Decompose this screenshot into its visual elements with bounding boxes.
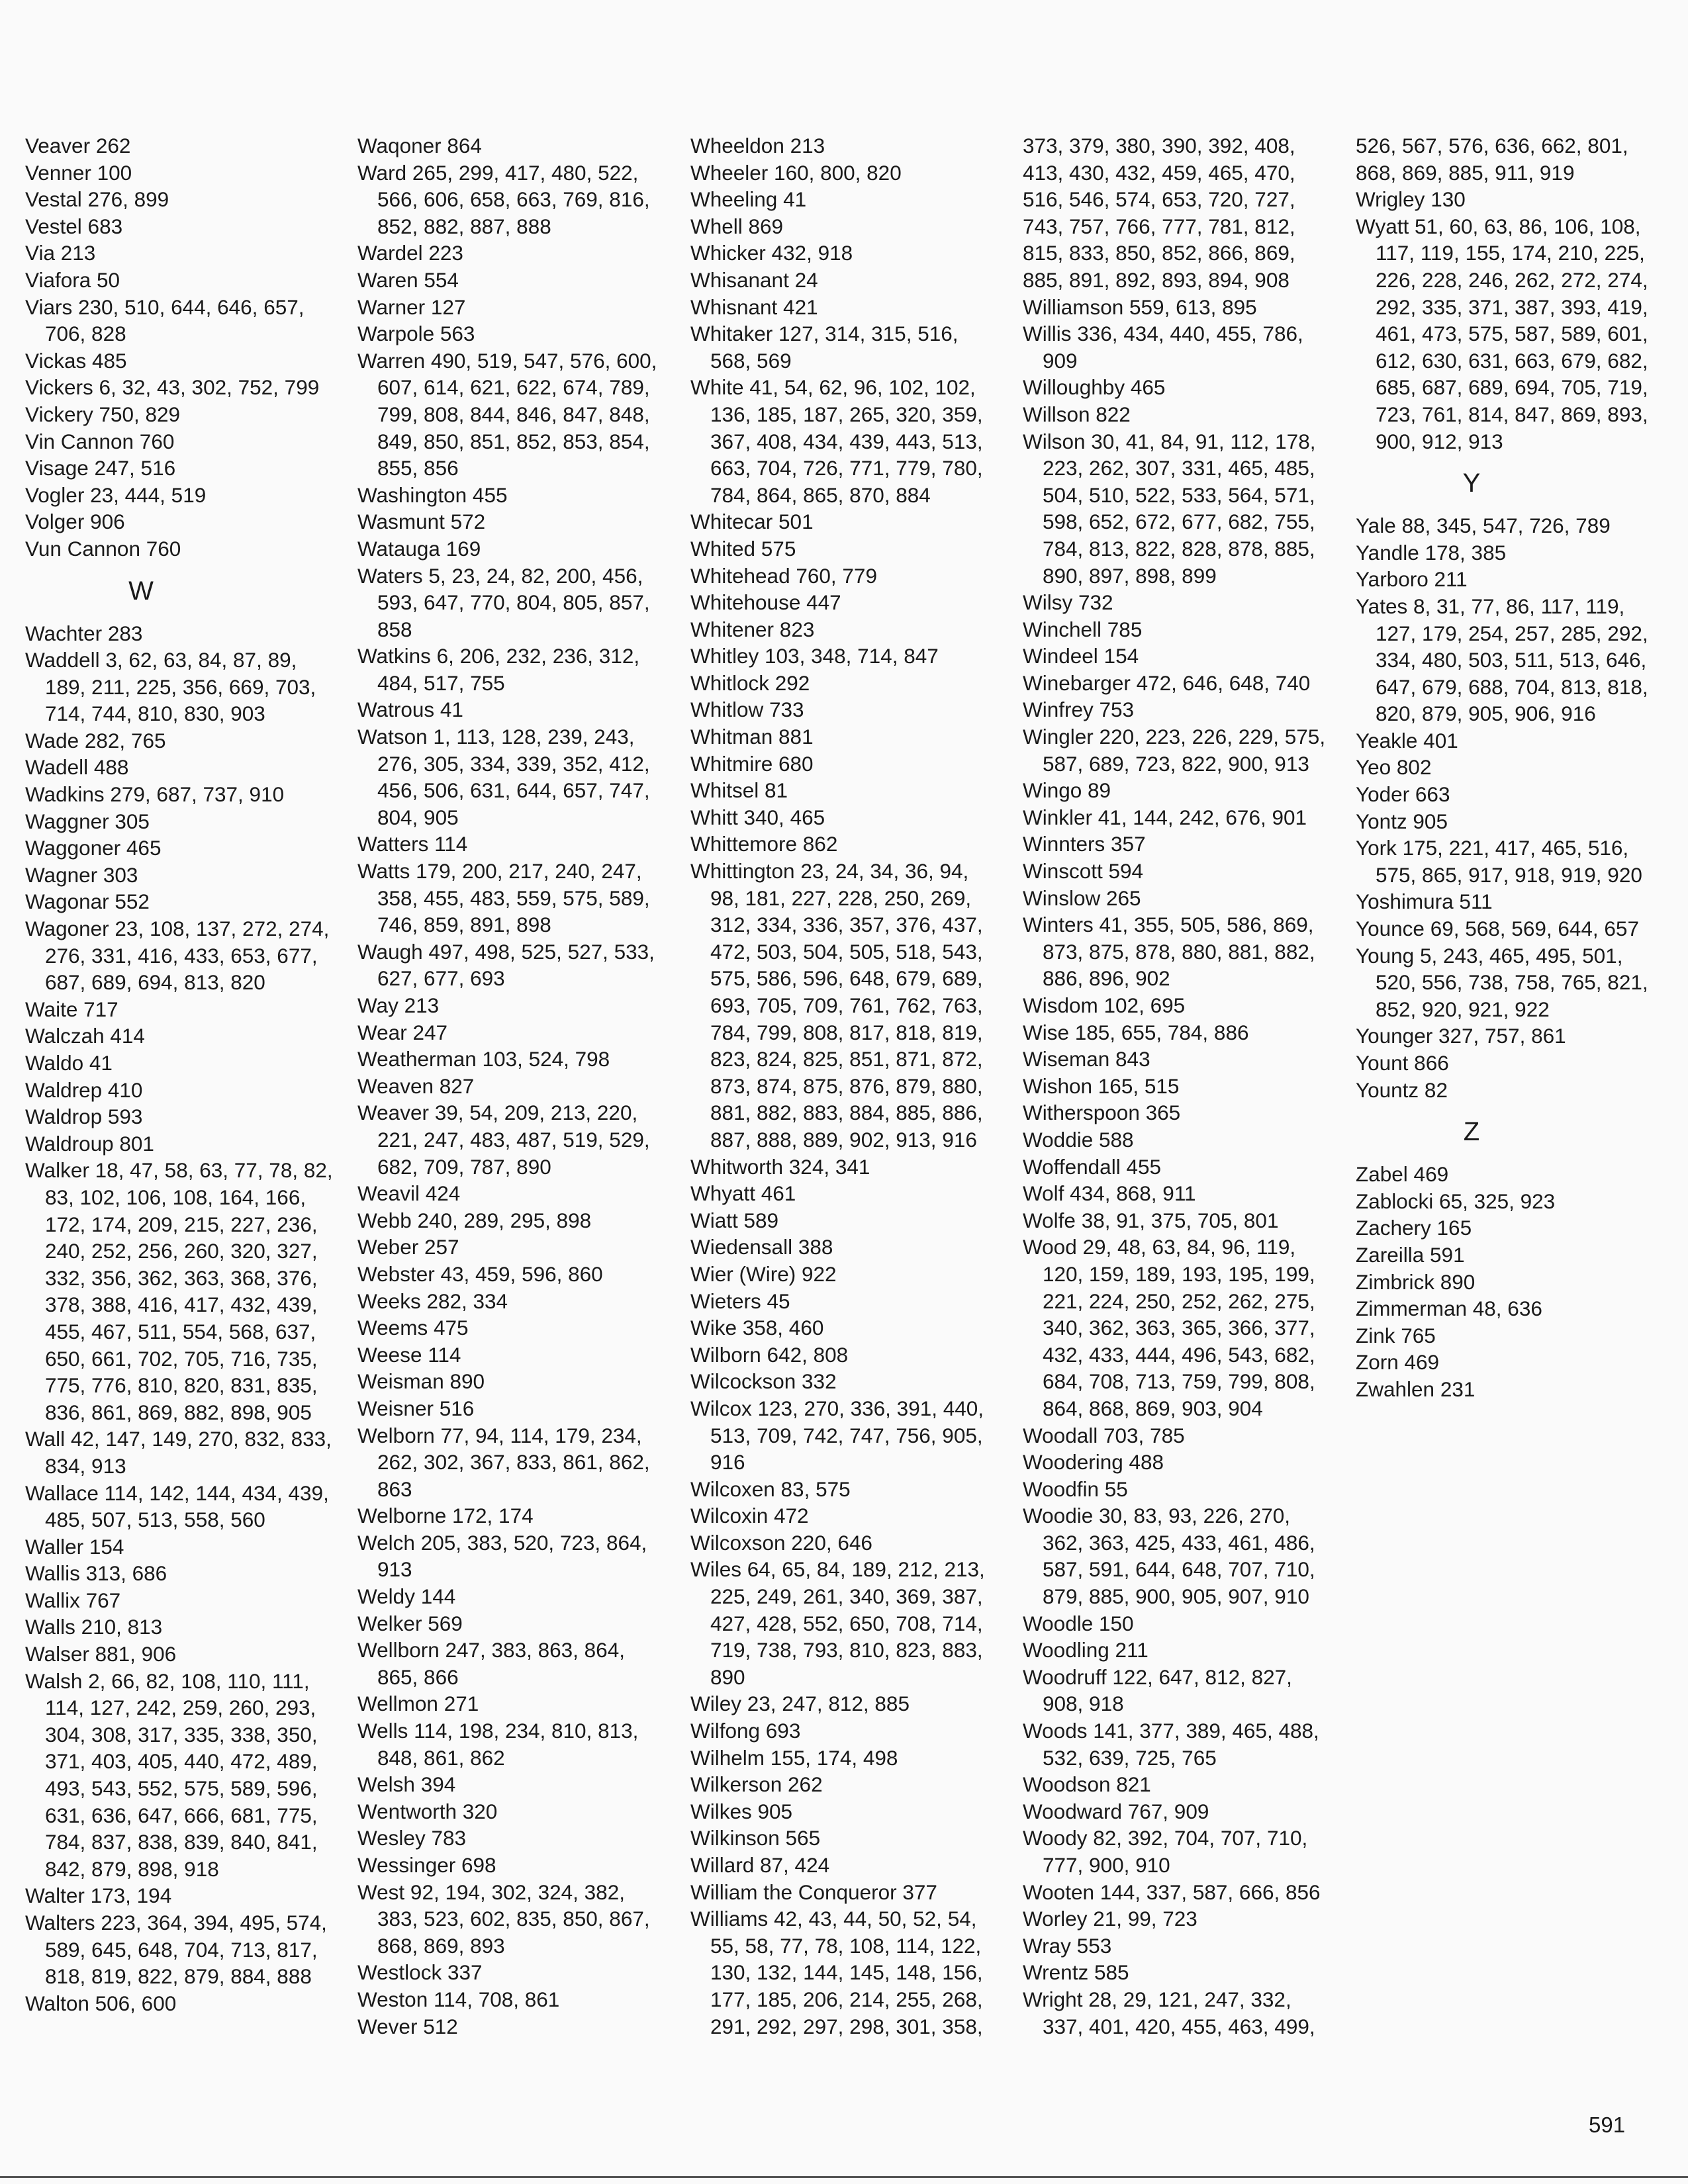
index-entry: Weber 257 — [357, 1235, 459, 1259]
index-entry: Yontz 905 — [1356, 809, 1448, 833]
index-entry: Winebarger 472, 646, 648, 740 — [1023, 670, 1311, 695]
index-entry: Wilcoxen 83, 575 — [690, 1477, 851, 1501]
index-entry: Woodson 821 — [1023, 1772, 1151, 1797]
index-column-5 — [1356, 132, 1667, 1403]
index-entry: Watrous 41 — [357, 698, 463, 722]
index-entry: Wilsy 732 — [1023, 590, 1113, 615]
index-entry: Wilcoxin 472 — [690, 1504, 809, 1528]
index-entry: Weaven 827 — [357, 1073, 475, 1098]
index-column-3 — [690, 132, 1002, 2040]
index-entry: Wheeler 160, 800, 820 — [690, 160, 902, 185]
index-entry: Wilkes 905 — [690, 1799, 793, 1823]
index-entry: Wishon 165, 515 — [1023, 1073, 1180, 1098]
index-entry: Wasmunt 572 — [357, 510, 486, 534]
index-entry: Wolf 434, 868, 911 — [1023, 1181, 1196, 1206]
index-entry: Whitt 340, 465 — [690, 805, 825, 829]
index-entry: Waters 5, 23, 24, 82, 200, 456, 593, 647, 770, 804, 805, 857, 858 — [357, 563, 650, 641]
index-entry: Wilfong 693 — [690, 1719, 801, 1743]
index-entry: Waugh 497, 498, 525, 527, 533, 627, 677, 693 — [357, 939, 655, 991]
index-entry: Warner 127 — [357, 295, 466, 319]
index-entry: Wentworth 320 — [357, 1799, 498, 1823]
index-entry: Vickers 6, 32, 43, 302, 752, 799 — [25, 375, 320, 400]
index-entry: York 175, 221, 417, 465, 516, 575, 865, 917, 918, 919, 920 — [1356, 836, 1642, 887]
index-entry: Wheeling 41 — [690, 187, 807, 212]
index-entry: Yoder 663 — [1356, 782, 1450, 807]
index-entry: Via 213 — [25, 241, 96, 265]
index-entry: Webb 240, 289, 295, 898 — [357, 1208, 592, 1232]
index-entry: Viafora 50 — [25, 267, 120, 292]
index-entry: West 92, 194, 302, 324, 382, 383, 523, 602, 835, 850, 867, 868, 869, 893 — [357, 1880, 650, 1958]
index-entry: Winchell 785 — [1023, 617, 1143, 641]
index-entry: Weavil 424 — [357, 1181, 461, 1206]
index-entry: Wagoner 23, 108, 137, 272, 274, 276, 331, 416, 433, 653, 677, 687, 689, 694, 813, 820 — [25, 917, 330, 995]
index-entry: Zachery 165 — [1356, 1216, 1472, 1240]
index-entry: Watauga 169 — [357, 536, 481, 561]
index-entry: Weese 114 — [357, 1342, 461, 1367]
index-entry: Yale 88, 345, 547, 726, 789 — [1356, 514, 1611, 538]
index-entry: Viars 230, 510, 644, 646, 657, 706, 828 — [25, 295, 305, 346]
index-entry-continued: 516, 546, 574, 653, 720, 727, — [1023, 187, 1295, 212]
index-entry: Whitsel 81 — [690, 778, 788, 803]
index-entry: Wellborn 247, 383, 863, 864, 865, 866 — [357, 1638, 625, 1689]
index-entry: Vestal 276, 899 — [25, 187, 169, 212]
index-entry: Wever 512 — [357, 2014, 458, 2038]
index-entry: Zareilla 591 — [1356, 1242, 1465, 1267]
index-entry: Wilkerson 262 — [690, 1772, 823, 1797]
index-entry: Wiley 23, 247, 812, 885 — [690, 1692, 910, 1716]
index-entry: Wallix 767 — [25, 1588, 121, 1612]
index-entry: Waqoner 864 — [357, 134, 482, 158]
index-entry: Woddie 588 — [1023, 1127, 1134, 1152]
index-entry: Windeel 154 — [1023, 644, 1139, 668]
index-entry: Winters 41, 355, 505, 586, 869, 873, 875, 878, 880, 881, 882, 886, 896, 902 — [1023, 913, 1315, 991]
index-entry: Whitehouse 447 — [690, 590, 841, 615]
index-entry: Watkins 6, 206, 232, 236, 312, 484, 517, 755 — [357, 644, 640, 695]
index-entry: Witherspoon 365 — [1023, 1101, 1181, 1125]
index-entry: Yeo 802 — [1356, 755, 1432, 780]
index-entry: Wilcox 123, 270, 336, 391, 440, 513, 709, 742, 747, 756, 905, 916 — [690, 1396, 984, 1475]
index-entry: Whitworth 324, 341 — [690, 1154, 870, 1179]
index-entry: Vickas 485 — [25, 348, 127, 373]
index-entry: Wilhelm 155, 174, 498 — [690, 1745, 898, 1770]
index-entry: Wilson 30, 41, 84, 91, 112, 178, 223, 262, 307, 331, 465, 485, 504, 510, 522, 533, 564, 571, 598, 652, 672, 677, 682, 755, 784, 813, 822, 828, 878, 885, 890, 897, 898, 899 — [1023, 429, 1316, 588]
index-entry: Yoshimura 511 — [1356, 889, 1493, 914]
index-entry-continued: 885, 891, 892, 893, 894, 908 — [1023, 267, 1289, 292]
index-entry: Whitehead 760, 779 — [690, 563, 877, 588]
index-entry: Woodruff 122, 647, 812, 827, 908, 918 — [1023, 1664, 1292, 1716]
index-entry: Webster 43, 459, 596, 860 — [357, 1261, 603, 1286]
bottom-rule — [0, 2176, 1688, 2178]
index-entry: Younce 69, 568, 569, 644, 657 — [1356, 917, 1639, 941]
index-entry: Willoughby 465 — [1023, 375, 1166, 400]
index-entry: Whitman 881 — [690, 725, 814, 749]
index-entry: Vun Cannon 760 — [25, 536, 181, 561]
index-entry: Yountz 82 — [1356, 1077, 1448, 1102]
index-entry: Welsh 394 — [357, 1772, 456, 1797]
index-entry: Worley 21, 99, 723 — [1023, 1907, 1197, 1931]
index-entry: Ward 265, 299, 417, 480, 522, 566, 606, 658, 663, 769, 816, 852, 882, 887, 888 — [357, 160, 650, 238]
index-entry: Walczah 414 — [25, 1024, 145, 1048]
index-entry: Wrentz 585 — [1023, 1960, 1129, 1985]
index-entry: Woodward 767, 909 — [1023, 1799, 1209, 1823]
index-entry: Watters 114 — [357, 832, 468, 856]
section-letter: Z — [1463, 1117, 1480, 1147]
index-entry: Waddell 3, 62, 63, 84, 87, 89, 189, 211, 225, 356, 669, 703, 714, 744, 810, 830, 903 — [25, 648, 316, 726]
index-entry: Wallace 114, 142, 144, 434, 439, 485, 507, 513, 558, 560 — [25, 1480, 329, 1532]
index-entry: Weisner 516 — [357, 1396, 475, 1420]
index-entry: Wiseman 843 — [1023, 1047, 1150, 1071]
index-entry: Walter 173, 194 — [25, 1884, 172, 1908]
index-entry-continued: 413, 430, 432, 459, 465, 470, — [1023, 160, 1295, 185]
page-number: 591 — [1589, 2113, 1626, 2137]
index-entry: Walton 506, 600 — [25, 1991, 177, 2015]
index-entry: Walters 223, 364, 394, 495, 574, 589, 645, 648, 704, 713, 817, 818, 819, 822, 879, 884, 888 — [25, 1911, 327, 1989]
index-entry: Waggner 305 — [25, 809, 150, 833]
index-entry: Wade 282, 765 — [25, 728, 166, 752]
index-entry: Wagner 303 — [25, 862, 138, 887]
index-entry: Venner 100 — [25, 160, 132, 185]
index-column-1 — [25, 132, 336, 2017]
index-entry: Willis 336, 434, 440, 455, 786, 909 — [1023, 322, 1303, 373]
section-letter: Y — [1462, 469, 1481, 498]
index-entry: Whited 575 — [690, 536, 796, 561]
index-entry: Whitaker 127, 314, 315, 516, 568, 569 — [690, 322, 959, 373]
index-entry: Whitecar 501 — [690, 510, 814, 534]
index-entry-continued: 526, 567, 576, 636, 662, 801, — [1356, 134, 1628, 158]
index-entry: White 41, 54, 62, 96, 102, 102, 136, 185, 187, 265, 320, 359, 367, 408, 434, 439, 443, 513, 663, 704, 726, 771, 779, 780, 784, 864, 865, 870, 884 — [690, 375, 983, 507]
index-entry: Wiles 64, 65, 84, 189, 212, 213, 225, 249, 261, 340, 369, 387, 427, 428, 552, 650, 708, 714, 719, 738, 793, 810, 823, 883, 890 — [690, 1557, 985, 1689]
index-entry: Weldy 144 — [357, 1584, 456, 1609]
index-entry: Winkler 41, 144, 242, 676, 901 — [1023, 805, 1307, 829]
index-entry: Wadell 488 — [25, 755, 129, 780]
index-entry: Waldrep 410 — [25, 1077, 143, 1102]
index-column-4 — [1023, 132, 1334, 2040]
index-entry: Waldrop 593 — [25, 1105, 143, 1129]
index-entry: Wooten 144, 337, 587, 666, 856 — [1023, 1880, 1321, 1904]
index-entry: Waggoner 465 — [25, 836, 162, 860]
index-entry: Wallis 313, 686 — [25, 1561, 167, 1586]
index-entry: Visage 247, 516 — [25, 456, 176, 480]
index-entry: Zablocki 65, 325, 923 — [1356, 1189, 1556, 1213]
index-entry: Wingler 220, 223, 226, 229, 575, 587, 689, 723, 822, 900, 913 — [1023, 725, 1326, 776]
index-entry: Weeks 282, 334 — [357, 1289, 508, 1313]
index-entry-continued: 373, 379, 380, 390, 392, 408, — [1023, 134, 1295, 158]
index-entry: Watts 179, 200, 217, 240, 247, 358, 455, 483, 559, 575, 589, 746, 859, 891, 898 — [357, 859, 650, 937]
index-entry: Weatherman 103, 524, 798 — [357, 1047, 610, 1071]
index-entry: Warren 490, 519, 547, 576, 600, 607, 614, 621, 622, 674, 789, 799, 808, 844, 846, 847, 848, 849, 850, 851, 852, 853, 854, 855, 856 — [357, 348, 657, 480]
index-entry: Whitley 103, 348, 714, 847 — [690, 644, 939, 668]
index-entry: Wieters 45 — [690, 1289, 790, 1313]
index-entry: Vogler 23, 444, 519 — [25, 482, 207, 507]
index-entry: Whisanant 24 — [690, 267, 818, 292]
index-entry: Woodering 488 — [1023, 1450, 1164, 1475]
index-entry: Whisnant 421 — [690, 295, 818, 319]
index-entry: Westlock 337 — [357, 1960, 483, 1985]
index-entry-continued: 815, 833, 850, 852, 866, 869, — [1023, 241, 1295, 265]
index-entry: Wike 358, 460 — [690, 1316, 824, 1340]
index-entry: Welch 205, 383, 520, 723, 864, 913 — [357, 1530, 647, 1582]
index-entry: Winscott 594 — [1023, 859, 1144, 884]
index-entry: Waite 717 — [25, 997, 118, 1021]
index-entry: Weisman 890 — [357, 1369, 485, 1394]
index-entry: Wolfe 38, 91, 375, 705, 801 — [1023, 1208, 1279, 1232]
index-entry: Wilcoxson 220, 646 — [690, 1530, 872, 1555]
index-entry-continued: 743, 757, 766, 777, 781, 812, — [1023, 214, 1295, 238]
index-entry: Wadkins 279, 687, 737, 910 — [25, 782, 285, 807]
index-entry: Wilkinson 565 — [690, 1826, 821, 1850]
index-entry: Vickery 750, 829 — [25, 402, 181, 426]
index-entry: Weems 475 — [357, 1316, 469, 1340]
index-entry: Wachter 283 — [25, 621, 143, 645]
index-entry: Waldo 41 — [25, 1051, 113, 1075]
index-entry: Way 213 — [357, 993, 440, 1017]
index-entry: Wright 28, 29, 121, 247, 332, 337, 401, 420, 455, 463, 499, — [1023, 1987, 1315, 2038]
index-entry: Wall 42, 147, 149, 270, 832, 833, 834, 913 — [25, 1427, 332, 1478]
index-entry: Wray 553 — [1023, 1933, 1112, 1958]
index-entry: Walls 210, 813 — [25, 1615, 163, 1639]
index-entry: Younger 327, 757, 861 — [1356, 1024, 1566, 1048]
index-entry: Woffendall 455 — [1023, 1154, 1161, 1179]
index-entry: Woods 141, 377, 389, 465, 488, 532, 639, 725, 765 — [1023, 1719, 1319, 1770]
index-entry: Weaver 39, 54, 209, 213, 220, 221, 247, 483, 487, 519, 529, 682, 709, 787, 890 — [357, 1101, 650, 1179]
index-entry: Zimbrick 890 — [1356, 1269, 1476, 1294]
index-entry: Yarboro 211 — [1356, 567, 1468, 592]
index-entry: Yount 866 — [1356, 1051, 1449, 1075]
index-entry: Wagonar 552 — [25, 889, 150, 914]
index-entry: Wessinger 698 — [357, 1853, 496, 1877]
index-entry: Woodle 150 — [1023, 1611, 1134, 1635]
index-entry: Welborn 77, 94, 114, 179, 234, 262, 302, 367, 833, 861, 862, 863 — [357, 1423, 650, 1501]
index-entry: Walser 881, 906 — [25, 1642, 177, 1666]
index-entry: Wear 247 — [357, 1020, 447, 1044]
index-entry: Watson 1, 113, 128, 239, 243, 276, 305, 334, 339, 352, 412, 456, 506, 631, 644, 657, 747, 804, 905 — [357, 725, 650, 829]
index-entry: Waller 154 — [25, 1534, 124, 1559]
index-entry: Wheeldon 213 — [690, 134, 825, 158]
index-entry: Winslow 265 — [1023, 886, 1141, 910]
index-entry: Whittington 23, 24, 34, 36, 94, 98, 181, 227, 228, 250, 269, 312, 334, 336, 357, 376, 437, 472, 503, 504, 505, 518, 543, 575, 586, 596, 648, 679, 689, 693, 705, 709, 761, 762, 763, 784, 799, 808, 817, 818, 819, 823, 824, 825, 851, 871, 872, 873, 874, 875, 876, 879, 880, 881, 882, 883, 884, 885, 886, 887, 888, 889, 902, 913, 916 — [690, 859, 983, 1152]
index-entry: Wood 29, 48, 63, 84, 96, 119, 120, 159, 189, 193, 195, 199, 221, 224, 250, 252, 262, 275, 340, 362, 363, 365, 366, 377, 432, 433, 444, 496, 543, 682, 684, 708, 713, 759, 799, 808, 864, 868, 869, 903, 904 — [1023, 1235, 1315, 1420]
index-entry: Wilborn 642, 808 — [690, 1342, 849, 1367]
index-entry: Whittemore 862 — [690, 832, 838, 856]
index-entry: Willard 87, 424 — [690, 1853, 830, 1877]
index-entry: Wingo 89 — [1023, 778, 1111, 803]
index-entry: Wier (Wire) 922 — [690, 1261, 837, 1286]
index-entry: Veaver 262 — [25, 134, 131, 158]
index-entry: Yeakle 401 — [1356, 728, 1458, 752]
index-entry: Yates 8, 31, 77, 86, 117, 119, 127, 179, 254, 257, 285, 292, 334, 480, 503, 511, 513, 646, 647, 679, 688, 704, 813, 818, 820, 879, 905, 906, 916 — [1356, 594, 1648, 726]
index-entry: Wilcockson 332 — [690, 1369, 837, 1394]
index-entry: Whicker 432, 918 — [690, 241, 853, 265]
index-entry: Welborne 172, 174 — [357, 1504, 534, 1528]
index-entry: Warpole 563 — [357, 322, 475, 346]
index-entry: Waren 554 — [357, 267, 459, 292]
index-entry: Whitlock 292 — [690, 670, 810, 695]
index-entry: Wiedensall 388 — [690, 1235, 833, 1259]
index-entry: Winnters 357 — [1023, 832, 1146, 856]
index-entry: Woodfin 55 — [1023, 1477, 1128, 1501]
index-entry: Zwahlen 231 — [1356, 1377, 1476, 1401]
index-entry: Walker 18, 47, 58, 63, 77, 78, 82, 83, 102, 106, 108, 164, 166, 172, 174, 209, 215, 227, 236, 240, 252, 256, 260, 320, 327, 332, 356, 362, 363, 368, 376, 378, 388, 416, 417, 432, 439, 455, 467, 511, 554, 568, 637, 650, 661, 702, 705, 716, 735, 775, 776, 810, 820, 831, 835, 836, 861, 869, 882, 898, 905 — [25, 1158, 333, 1424]
index-entry: Walsh 2, 66, 82, 108, 110, 111, 114, 127, 242, 259, 260, 293, 304, 308, 317, 335, 338, 350, 371, 403, 405, 440, 472, 489, 493, 543, 552, 575, 589, 596, 631, 636, 647, 666, 681, 775, 784, 837, 838, 839, 840, 841, 842, 879, 898, 918 — [25, 1668, 318, 1881]
index-entry: Whitener 823 — [690, 617, 815, 641]
section-letter: W — [128, 576, 154, 606]
index-entry: Whyatt 461 — [690, 1181, 796, 1206]
index-entry: Wisdom 102, 695 — [1023, 993, 1186, 1017]
index-entry: Zink 765 — [1356, 1323, 1436, 1347]
index-entry: Whell 869 — [690, 214, 784, 238]
index-entry: Wrigley 130 — [1356, 187, 1466, 212]
index-entry: Williams 42, 43, 44, 50, 52, 54, 55, 58, 77, 78, 108, 114, 122, 130, 132, 144, 145, 148, 156, 177, 185, 206, 214, 255, 268, 291, 292, 297, 298, 301, 358, — [690, 1907, 983, 2038]
index-entry: Woodie 30, 83, 93, 226, 270, 362, 363, 425, 433, 461, 486, 587, 591, 644, 648, 707, 710, 879, 885, 900, 905, 907, 910 — [1023, 1504, 1315, 1609]
index-entry: Wells 114, 198, 234, 810, 813, 848, 861, 862 — [357, 1719, 639, 1770]
index-entry: Vin Cannon 760 — [25, 429, 175, 453]
index-entry: Yandle 178, 385 — [1356, 540, 1507, 565]
index-entry: Welker 569 — [357, 1611, 463, 1635]
index-entry: Wiatt 589 — [690, 1208, 779, 1232]
index-entry-continued: 868, 869, 885, 911, 919 — [1356, 160, 1575, 185]
index-entry: Willson 822 — [1023, 402, 1131, 426]
index-entry: Waldroup 801 — [25, 1131, 154, 1156]
index-entry: William the Conqueror 377 — [690, 1880, 937, 1904]
index-entry: Whitlow 733 — [690, 698, 804, 722]
index-entry: Woody 82, 392, 704, 707, 710, 777, 900, 910 — [1023, 1826, 1308, 1877]
index-entry: Weston 114, 708, 861 — [357, 1987, 560, 2011]
index-entry: Whitmire 680 — [690, 751, 814, 776]
index-entry: Woodall 703, 785 — [1023, 1423, 1185, 1447]
index-entry: Wellmon 271 — [357, 1692, 479, 1716]
index-entry: Wise 185, 655, 784, 886 — [1023, 1020, 1249, 1044]
index-entry: Young 5, 243, 465, 495, 501, 520, 556, 738, 758, 765, 821, 852, 920, 921, 922 — [1356, 943, 1648, 1021]
index-entry: Winfrey 753 — [1023, 698, 1135, 722]
index-entry: Zimmerman 48, 636 — [1356, 1297, 1542, 1321]
index-entry: Williamson 559, 613, 895 — [1023, 295, 1257, 319]
index-column-2 — [357, 132, 669, 2040]
index-entry: Zabel 469 — [1356, 1162, 1449, 1187]
index-entry: Wyatt 51, 60, 63, 86, 106, 108, 117, 119, 155, 174, 210, 225, 226, 228, 246, 262, 272, 274, 292, 335, 371, 387, 393, 419, 461, 473, 575, 587, 589, 601, 612, 630, 631, 663, 679, 682, 685, 687, 689, 694, 705, 719, 723, 761, 814, 847, 869, 893, 900, 912, 913 — [1356, 214, 1648, 453]
index-entry: Washington 455 — [357, 482, 508, 507]
index-entry: Woodling 211 — [1023, 1638, 1149, 1662]
index-entry: Wesley 783 — [357, 1826, 467, 1850]
index-entry: Wardel 223 — [357, 241, 463, 265]
index-entry: Volger 906 — [25, 510, 125, 534]
index-entry: Vestel 683 — [25, 214, 123, 238]
index-entry: Zorn 469 — [1356, 1350, 1440, 1375]
